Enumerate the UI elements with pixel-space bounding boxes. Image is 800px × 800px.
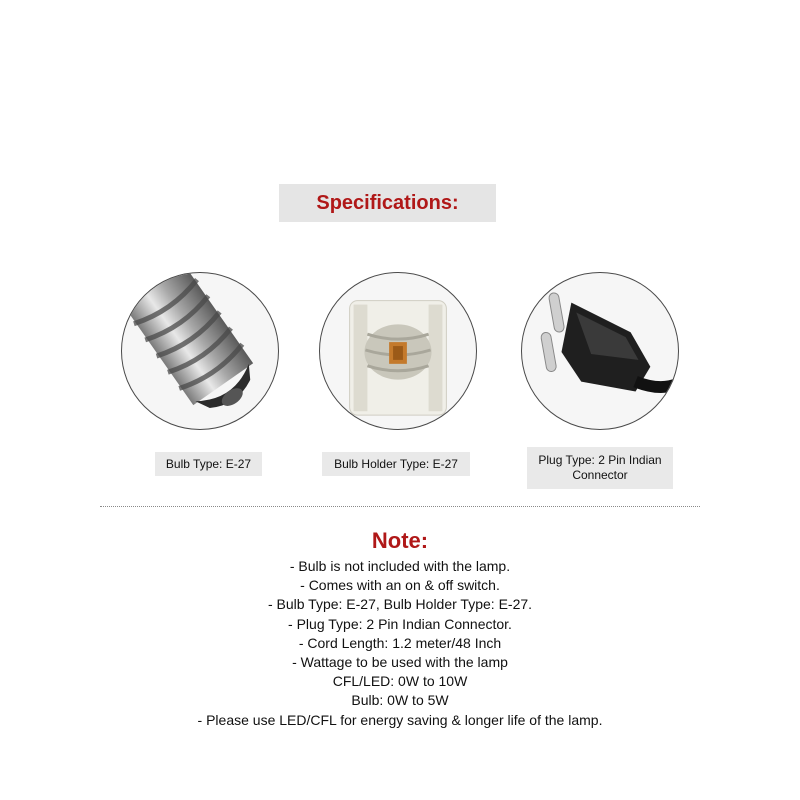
- plug-type-label-line1: Plug Type: 2 Pin Indian: [538, 453, 662, 467]
- note-line: - Plug Type: 2 Pin Indian Connector.: [288, 615, 512, 632]
- note-line: Bulb: 0W to 5W: [351, 692, 449, 709]
- note-line: - Comes with an on & off switch.: [300, 577, 500, 594]
- note-line: - Cord Length: 1.2 meter/48 Inch: [298, 634, 502, 651]
- note-heading: Note:: [371, 528, 429, 553]
- dotted-divider: [100, 506, 700, 507]
- note-line: CFL/LED: 0W to 10W: [332, 673, 468, 690]
- note-line: - Bulb is not included with the lamp.: [289, 558, 511, 574]
- bulb-base-image: [121, 272, 279, 430]
- specifications-heading: Specifications:: [279, 184, 496, 222]
- plug-type-label: [527, 447, 673, 489]
- bulb-holder-icon: [320, 273, 476, 429]
- note-line: - Please use LED/CFL for energy saving & longer life of the lamp.: [197, 711, 603, 728]
- note-line: - Bulb Type: E-27, Bulb Holder Type: E-27.: [267, 596, 533, 613]
- note-line: - Wattage to be used with the lamp: [292, 654, 508, 671]
- two-pin-plug-icon: [522, 273, 678, 429]
- bulb-holder-type-label: Bulb Holder Type: E-27: [322, 452, 470, 476]
- bulb-holder-image: [319, 272, 477, 430]
- plug-type-label-line2: Connector: [572, 468, 628, 482]
- bulb-base-icon: [122, 273, 278, 429]
- note-list: [0, 557, 800, 730]
- plug-image: [521, 272, 679, 430]
- bulb-type-label: Bulb Type: E-27: [155, 452, 262, 476]
